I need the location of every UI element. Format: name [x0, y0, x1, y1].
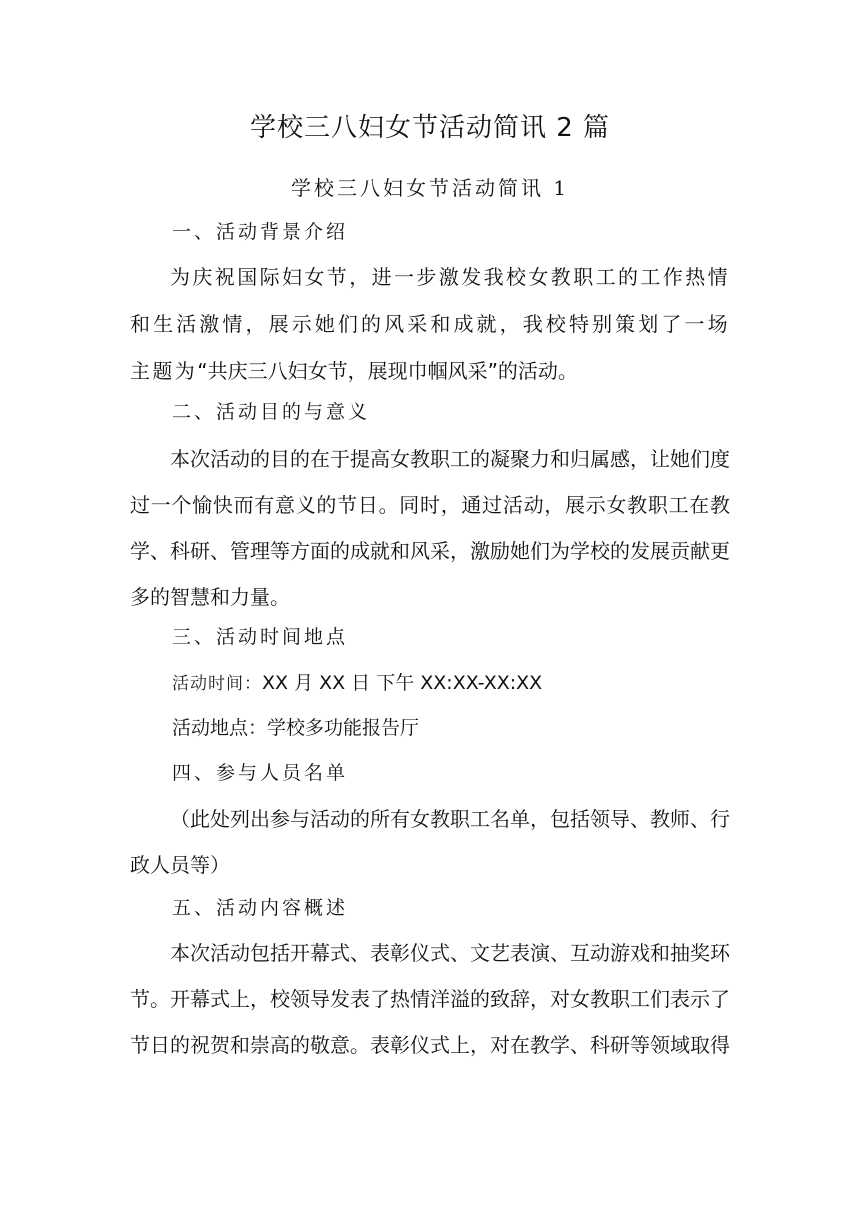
activity-time-label: 活动时间： [172, 674, 262, 694]
article-subtitle: 学校三八妇女节活动简讯 1 [290, 176, 570, 200]
section-heading-time-place: 三、活动时间地点 [172, 626, 349, 648]
section-paragraph-background [130, 254, 730, 395]
section-paragraph-content: 本次活动包括开幕式、表彰仪式、文艺表演、互动游戏和抽奖环节。开幕式上，校领导发表了热情洋溢的致辞，对女教职工们表示了节日的祝贺和崇高的敬意。表彰仪式上，对在教学、科研等领域取得 [130, 941, 730, 1057]
paragraph-text-quote: “共庆三八妇女节，展现巾帼风采”的活动。 [197, 359, 578, 383]
section-paragraph-purpose: 本次活动的目的在于提高女教职工的凝聚力和归属感，让她们度过一个愉快而有意义的节日。同时，通过活动，展示女教职工在教学、科研、管理等方面的成就和风采，激励她们为学校的发展贡献更多的智慧和力量。 [130, 447, 730, 609]
activity-time-line [172, 668, 542, 699]
section-heading-content: 五、活动内容概述 [172, 897, 349, 919]
document-title: 学校三八妇女节活动简讯 2 篇 [249, 113, 611, 143]
section-heading-participants: 四、参与人员名单 [172, 762, 349, 784]
paragraph-text-serif: 为庆祝国际妇女节，进一步激发我校女教职工的工作热情和生活激情，展示她们的风采和成就，我校特别策划了一场主题为 [130, 265, 730, 383]
section-heading-purpose: 二、活动目的与意义 [172, 401, 371, 423]
section-paragraph-participants: （此处列出参与活动的所有女教职工名单，包括领导、教师、行政人员等） [130, 807, 730, 877]
activity-place-line: 活动地点：学校多功能报告厅 [172, 717, 420, 739]
activity-time-value: XX 月 XX 日 下午 XX:XX-XX:XX [262, 672, 543, 694]
section-heading-background: 一、活动背景介绍 [172, 221, 349, 243]
